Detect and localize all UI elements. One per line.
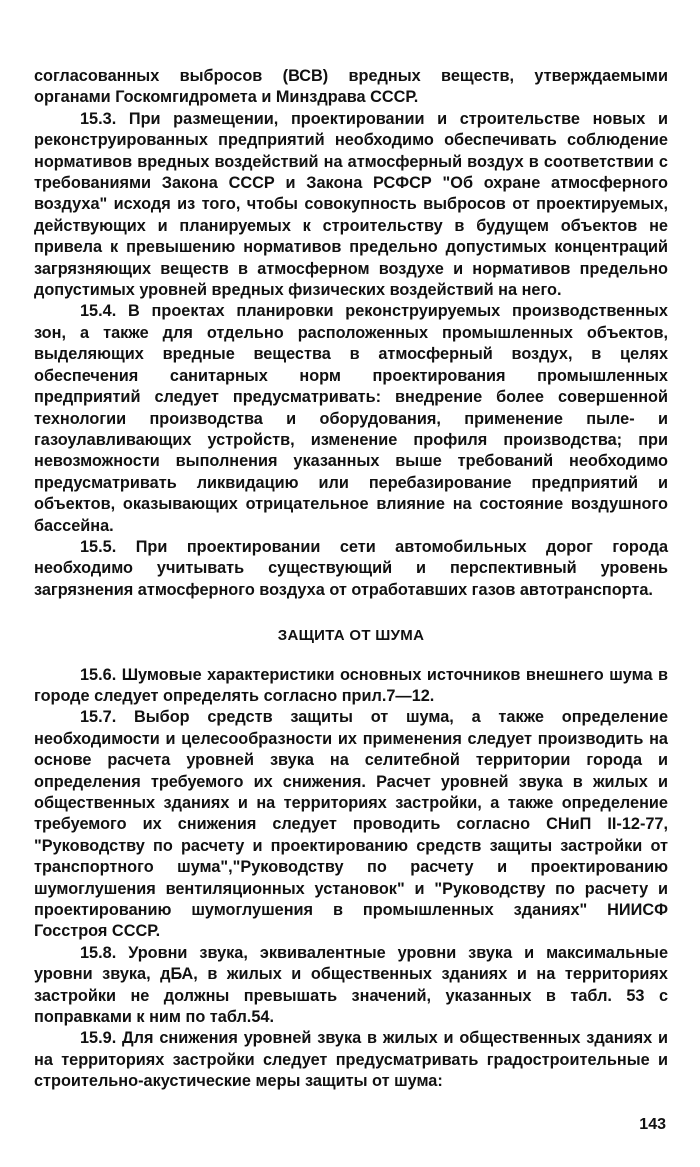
paragraph-number: 15.7. [80, 708, 117, 727]
paragraph-text: При размещении, проектировании и строительстве новых и реконструированных предприятий необходимо обеспечивать соблюдение нормативов вредных воздействий на атмосферный воздух в соответствии с требованиями Закона СССР и Закона РСФСР "Об охране атмосферного воздуха" исходя из того, чтобы совокупность выбросов от проектируемых, действующих и планируемых к строительству в будущем объектов не привела к превышению нормативов предельно допустимых концентраций загрязняющих веществ в атмосферном воздухе и нормативов предельно допустимых уровней вредных физических воздействий на него. [34, 109, 668, 300]
paragraph-number: 15.3. [80, 109, 117, 128]
paragraph-15-9 [34, 1028, 668, 1092]
paragraph-15-3 [34, 109, 668, 302]
paragraph-number: 15.4. [80, 302, 117, 321]
paragraph-text: Шумовые характеристики основных источников внешнего шума в городе следует определять согласно прил.7—12. [34, 665, 668, 705]
paragraph-number: 15.9. [80, 1029, 117, 1048]
paragraph-15-6 [34, 665, 668, 708]
document-page [34, 66, 668, 1093]
paragraph-text: В проектах планировки реконструируемых производственных зон, а также для отдельно расположенных промышленных объектов, выделяющих вредные вещества в атмосферный воздух, в целях обеспечения санитарных норм проектирования промышленных предприятий следует предусматривать: внедрение более совершенной технологии производства и оборудования, применение пыле- и газоулавливающих устройств, изменение профиля производства; при невозможности выполнения указанных выше требований необходимо предусматривать ликвидацию или перебазирование предприятий и объектов, оказывающих отрицательное влияние на состояние воздушного бассейна. [34, 302, 668, 535]
paragraph-15-7 [34, 707, 668, 942]
paragraph-text: Для снижения уровней звука в жилых и общественных зданиях и на территориях застройки следует предусматривать градостроительные и строительно-акустические меры защиты от шума: [34, 1029, 668, 1091]
paragraph-text: Уровни звука, эквивалентные уровни звука и максимальные уровни звука, дБА, в жилых и общественных зданиях и на территориях застройки не должны превышать значений, указанных в табл. 53 с поправками к ним по табл.54. [34, 943, 668, 1027]
paragraph-text: При проектировании сети автомобильных дорог города необходимо учитывать существующий и перспективный уровень загрязнения атмосферного воздуха от отработавших газов автотранспорта. [34, 537, 668, 599]
paragraph-continuation: согласованных выбросов (ВСВ) вредных веществ, утверждаемыми органами Госкомгидромета и Минздрава СССР. [34, 67, 668, 107]
paragraph-number: 15.5. [80, 537, 117, 556]
paragraph-15-5 [34, 537, 668, 601]
paragraph-15-8 [34, 943, 668, 1029]
paragraph-number: 15.6. [80, 665, 117, 684]
section-heading: ЗАЩИТА ОТ ШУМА [277, 627, 425, 645]
paragraph-15-4 [34, 301, 668, 536]
paragraph-number: 15.8. [80, 943, 117, 962]
paragraph-text: Выбор средств защиты от шума, а также определение необходимости и целесообразности их применения следует производить на основе расчета уровней звука на селитебной территории города и определения требуемого их снижения. Расчет уровней звука в жилых и общественных зданиях и на территориях застройки, а также определение требуемого их снижения следует проводить согласно СНиП II-12-77, "Руководству по расчету и проектированию средств защиты застройки от транспортного шума","Руководству по расчету и проектированию шумоглушения вентиляционных установок" и "Руководству по расчету и проектированию шумоглушения в промышленных зданиях" НИИСФ Госстроя СССР. [34, 708, 668, 941]
page-number: 143 [639, 1116, 666, 1133]
